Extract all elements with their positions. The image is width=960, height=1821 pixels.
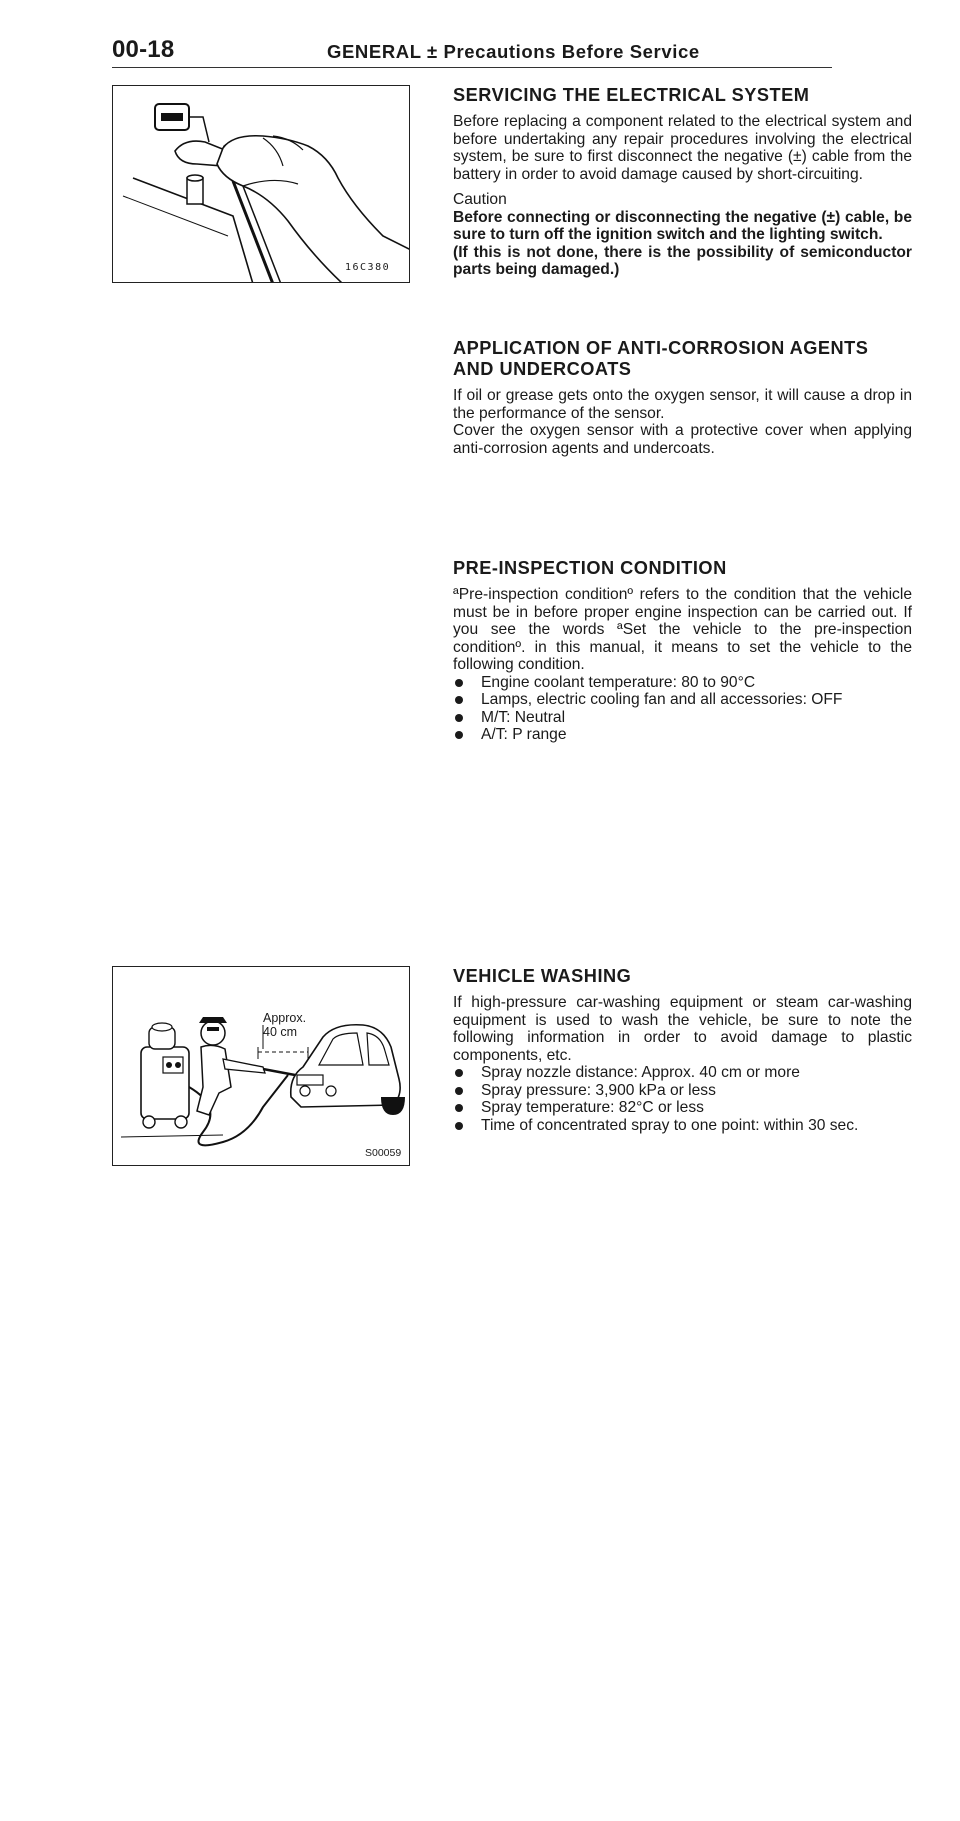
- condition-list: [453, 674, 912, 744]
- washing-list: [453, 1064, 912, 1134]
- section-pre-inspection: [453, 558, 912, 744]
- section-heading: PRE-INSPECTION CONDITION: [453, 558, 727, 578]
- section-electrical-system: [453, 85, 912, 279]
- section-body: If high-pressure car-washing equipment or steam car-washing equipment is used to wash the vehicle, be sure to note the following information in order to avoid damage to plastic components, etc.: [453, 994, 912, 1064]
- vehicle-washing-figure: [112, 966, 410, 1166]
- section-heading: VEHICLE WASHING: [453, 966, 632, 986]
- vehicle-washing-illustration: [113, 967, 410, 1166]
- section-body: ªPre-inspection conditionº refers to the condition that the vehicle must be in before proper engine inspection can be carried out. If you see the words ªSet the vehicle to the pre-inspection conditionº. in this manual, it means to set the vehicle to the following condition.: [453, 586, 912, 673]
- figure-code: 16C380: [345, 262, 391, 273]
- battery-terminal-figure: [112, 85, 410, 283]
- section-vehicle-washing: [453, 966, 912, 1134]
- section-body-2: Cover the oxygen sensor with a protective cover when applying anti-corrosion agents and undercoats.: [453, 422, 912, 457]
- list-item: Spray nozzle distance: Approx. 40 cm or more: [453, 1064, 912, 1082]
- list-item: Lamps, electric cooling fan and all accessories: OFF: [453, 691, 912, 709]
- section-body-1: If oil or grease gets onto the oxygen sensor, it will cause a drop in the performance of the sensor.: [453, 387, 912, 422]
- list-item: Spray pressure: 3,900 kPa or less: [453, 1082, 912, 1100]
- list-item: M/T: Neutral: [453, 709, 912, 727]
- section-heading: SERVICING THE ELECTRICAL SYSTEM: [453, 85, 810, 105]
- header-rule: [112, 67, 832, 69]
- list-item: Spray temperature: 82°C or less: [453, 1099, 912, 1117]
- figure-code: S00059: [365, 1147, 402, 1159]
- section-heading: APPLICATION OF ANTI-CORROSION AGENTS AND UNDERCOATS: [453, 338, 869, 379]
- caution-label: Caution: [453, 191, 507, 208]
- distance-annotation: Approx. 40 cm: [263, 1011, 307, 1039]
- battery-terminal-illustration: [113, 86, 410, 283]
- page-header: [112, 32, 832, 66]
- list-item: A/T: P range: [453, 726, 912, 744]
- page-number: 00-18: [112, 36, 175, 63]
- list-item: Engine coolant temperature: 80 to 90°C: [453, 674, 912, 692]
- caution-note: (If this is not done, there is the possibility of semiconductor parts being damaged.): [453, 243, 912, 278]
- section-body: Before replacing a component related to the electrical system and before undertaking any repair procedures involving the electrical system, be sure to first disconnect the negative (±) cable from the battery in order to avoid damage caused by short-circuiting.: [453, 113, 912, 183]
- list-item: Time of concentrated spray to one point: within 30 sec.: [453, 1117, 912, 1135]
- caution-text: Before connecting or disconnecting the negative (±) cable, be sure to turn off the ignition switch and the lighting switch.: [453, 208, 912, 243]
- section-anti-corrosion: [453, 338, 912, 463]
- page-title: GENERAL ± Precautions Before Service: [327, 41, 700, 62]
